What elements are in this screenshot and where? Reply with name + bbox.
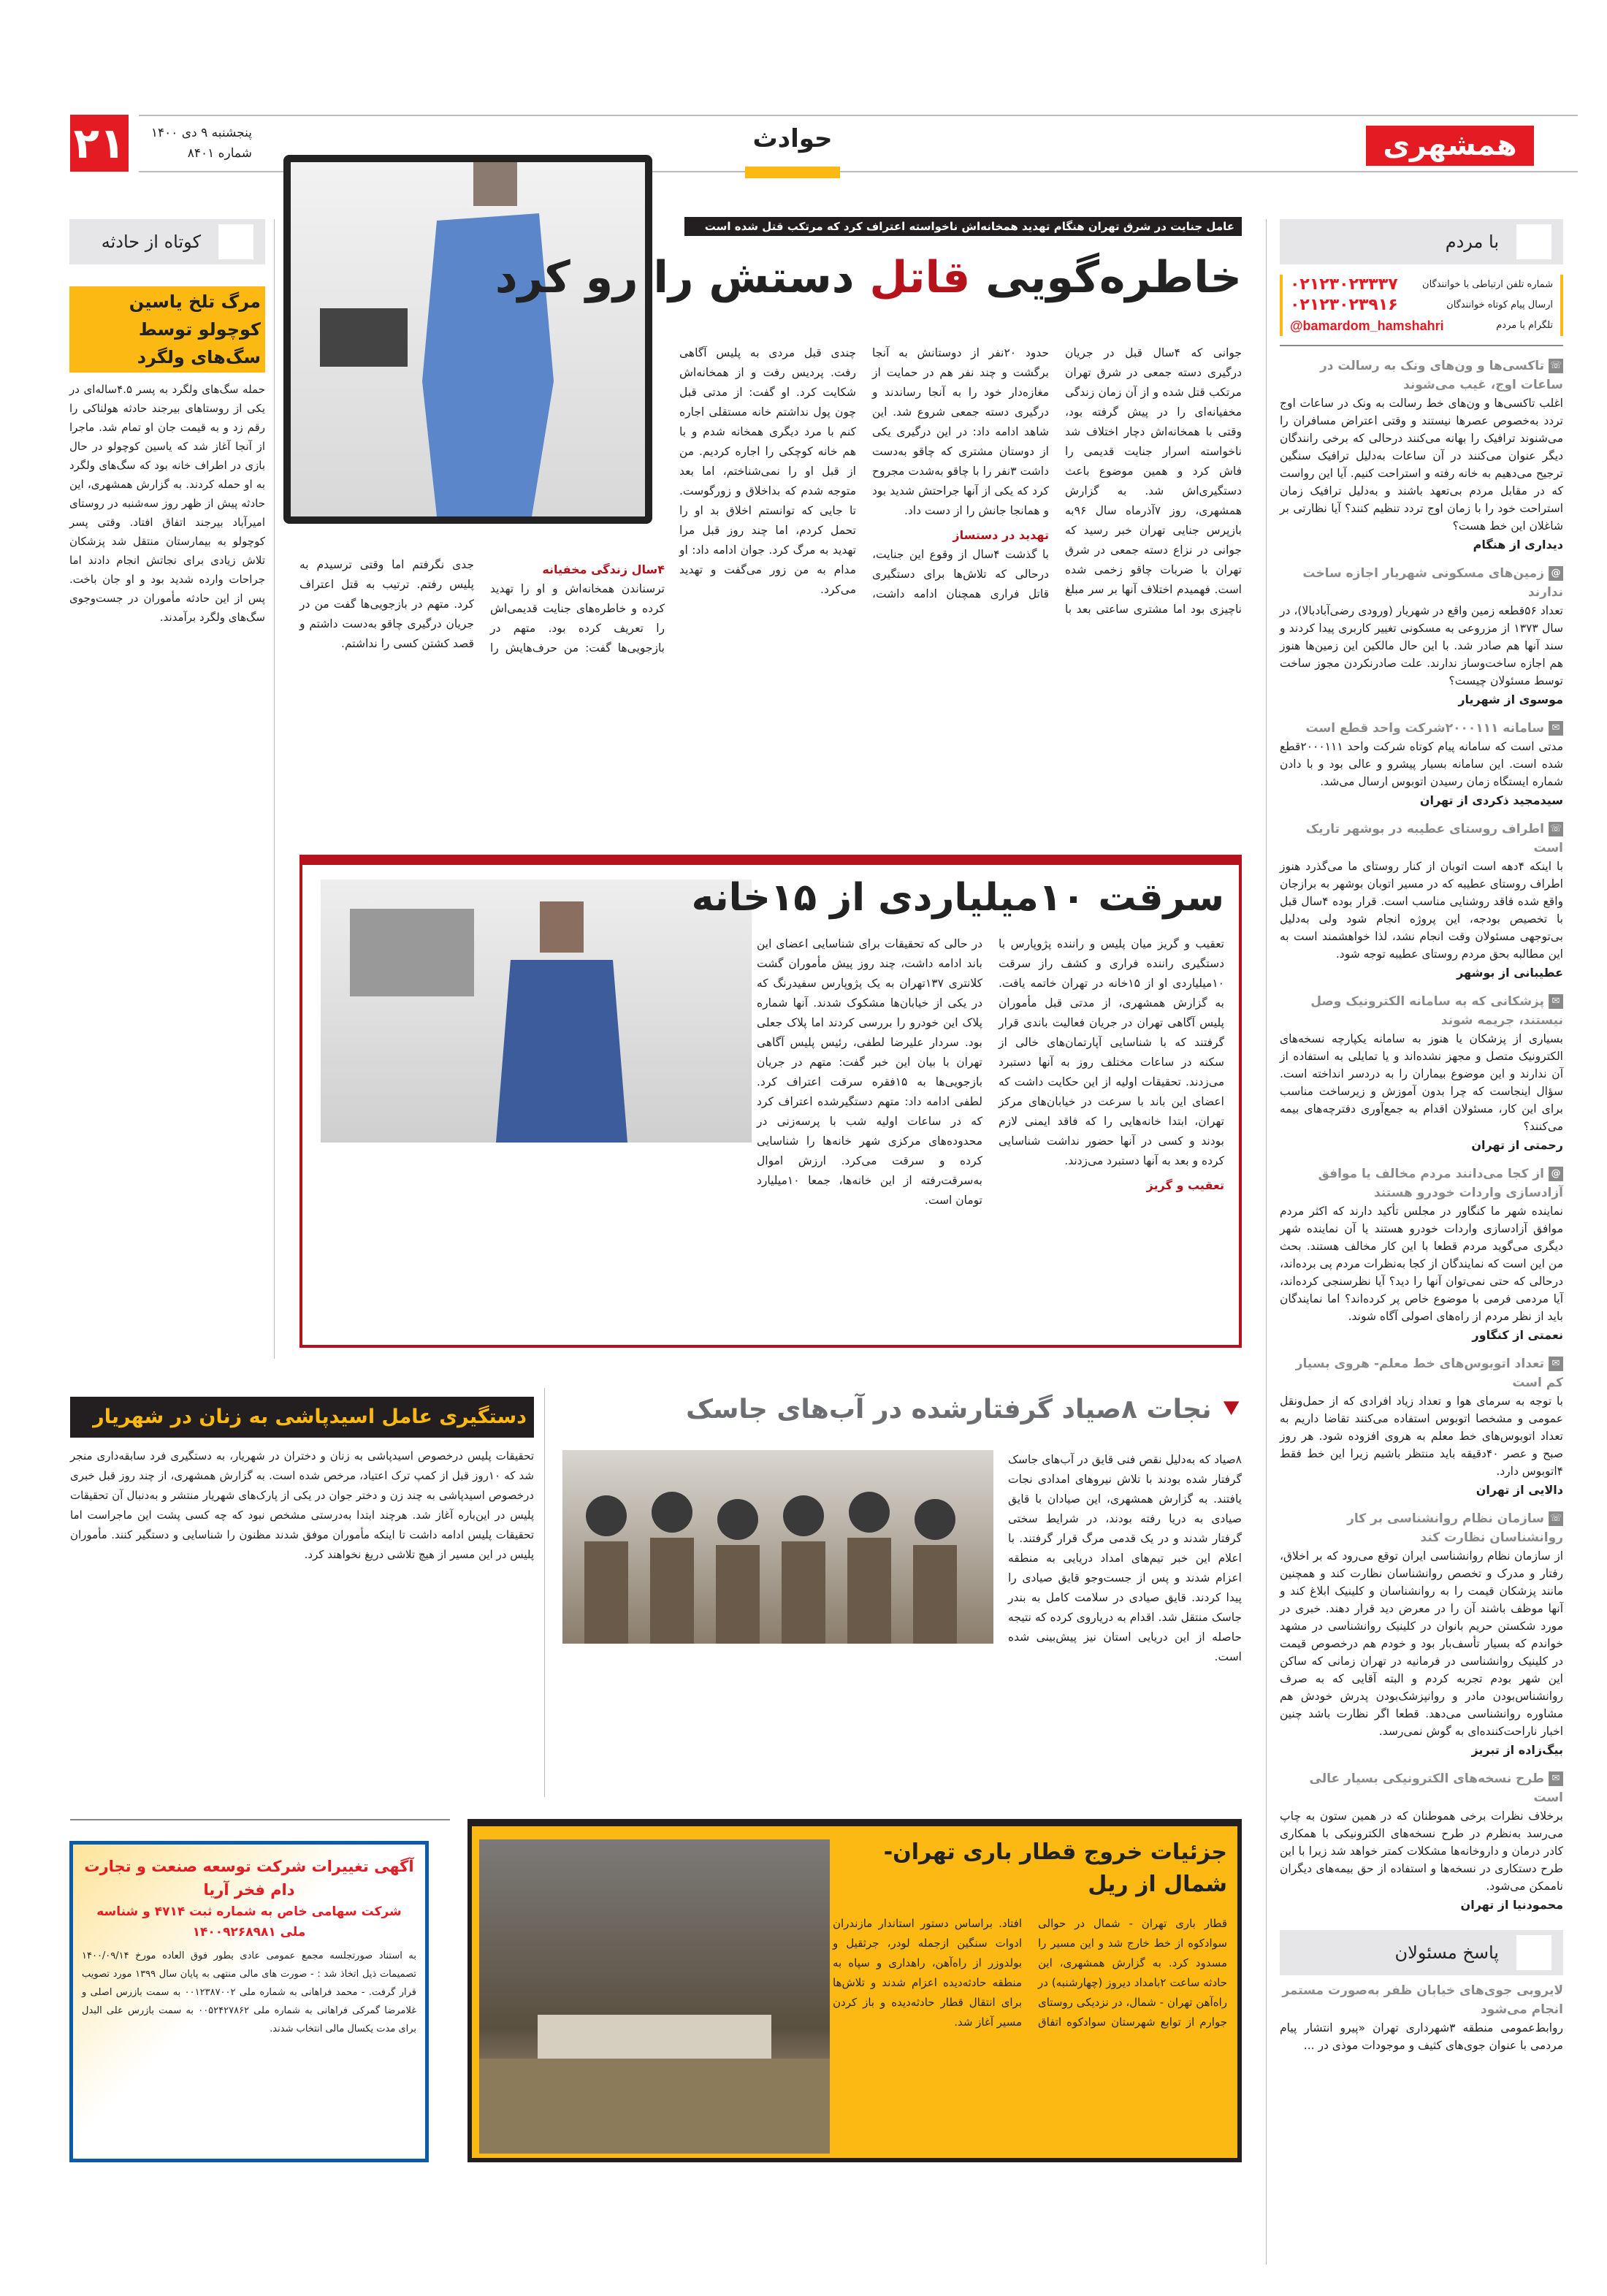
readers-column xyxy=(1280,219,1563,2054)
contact-sms xyxy=(1290,295,1553,316)
divider xyxy=(1280,345,1563,346)
theft-suspect-photo xyxy=(321,880,752,1143)
message-heading xyxy=(1280,992,1563,1030)
message-author: بیگ‌زاده از تبریز xyxy=(1471,1743,1563,1757)
message-title: زمین‌های مسکونی شهریار اجازه ساخت ندارند xyxy=(1302,566,1563,600)
message-heading xyxy=(1280,1354,1563,1392)
rail-body: قطار باری تهران - شمال در حوالی سوادکوه از خط خارج شد و این مسیر را مسدود کرد. به گزارش همشهری، این حادثه ساعت ۲بامداد دیروز (چهارشنبه) در راه‌آهن تهران - شمال، در نزدیکی روستای جوارم از توابع شهرستان سوادکوه اتفاق افتاد. براساس دستور استاندار مازندران ادوات سنگین ازجمله لودر، جرثقیل و بولدوزر از راه‌آهن، راهداری و سپاه به منطقه حادثه‌دیده اعزام شدند و تلاش‌ها برای انتقال قطار حادثه‌دیده و باز کردن مسیر آغاز شد. xyxy=(833,1917,1227,2029)
issue-info xyxy=(135,123,252,164)
ad-subtitle: شرکت سهامی خاص به شماره ثبت ۴۷۱۴ و شناسه ملی ۱۴۰۰۹۲۶۸۹۸۱ xyxy=(96,1904,402,1940)
suspect-figure-icon xyxy=(291,162,645,516)
briefs-header xyxy=(69,219,265,264)
jask-body xyxy=(1008,1450,1242,1667)
message-author: رحمتی از تهران xyxy=(1471,1138,1563,1152)
headline-part: خاطره‌گویی xyxy=(970,252,1242,303)
newspaper-logo[interactable]: همشهری xyxy=(1366,126,1534,166)
brief-body: حمله سگ‌های ولگرد به پسر ۴.۵ساله‌ای در یکی از روستاهای بیرجند حادثه هولناکی را رقم زد و به قیمت جان او تمام شد. ماجرا از آنجا آغاز شد که یاسین کوچولو در حال بازی در اطراف خانه بود که سگ‌های ولگرد به او حمله کردند. به گزارش همشهری، این حادثه پیش از ظهر روز سه‌شنبه در روستای امیرآباد بیرجند اتفاق افتاد. وقتی پسر کوچولو به بیمارستان منتقل شد پزشکان تلاش زیادی برای نجاتش انجام دادند اما جراحات وارده شدید بود و او جان باخت. پس از این حادثه مأموران در جست‌وجوی سگ‌های ولگرد برآمدند. xyxy=(69,383,265,624)
ad-title: آگهی تغییرات شرکت توسعه صنعت و تجارت دام فخر آریا xyxy=(84,1858,414,1899)
top-rule xyxy=(139,115,1578,116)
column-divider xyxy=(1266,219,1267,2265)
message-author: محمودنیا از تهران xyxy=(1460,1898,1563,1912)
at-icon: @ xyxy=(1549,1167,1563,1181)
message-body: از سازمان نظام روانشناسی ایران توقع می‌رود که بر اخلاق، رفتار و مدرک و تخصص روانشناسان نظارت کند و همچنین مانند پزشکان قیمت را به روانشناسان و کلینیک ابلاغ کند و آنها موظف باشند آن را در معرض دید قرار دهند. خبری در مورد شکستن حریم بانوان در کلینیک روانشناسی در مشهد خواندم که بسیار تأسف‌بار بود و خودم هم درخصوص قیمت در کلینیک روانشناسی در فرمانیه در تهران زمانی که ساکن این شهر بودم تجربه کردم و البته آقایی که به صرف روانشناس‌بودن مادر و روانپزشک‌بودن پدرش خودش هم مشاوره روانشناسی می‌دهد. قطعا اگر نظارت باشد چنین اخبار ناراحت‌کننده‌ای به گوش نمی‌رسد. xyxy=(1280,1549,1563,1738)
main-headline[interactable] xyxy=(495,248,1242,307)
theft-subhead: تعقیب و گریز xyxy=(1146,1178,1224,1192)
jask-headline[interactable] xyxy=(555,1388,1242,1432)
envelope-icon: ✉ xyxy=(1549,1357,1563,1371)
column-divider xyxy=(544,1388,545,1797)
main-subhead: ۴سال زندگی مخفیانه xyxy=(542,562,665,576)
message-author: دالایی از تهران xyxy=(1476,1483,1563,1497)
readers-title: با مردم xyxy=(1445,232,1499,252)
reader-message xyxy=(1280,719,1563,809)
message-author: موسوی از شهریار xyxy=(1458,693,1563,706)
divider xyxy=(70,1819,450,1820)
fishermen-group-icon xyxy=(562,1450,993,1644)
reader-message xyxy=(1280,992,1563,1154)
message-title: سازمان نظام روانشناسی بر کار روانشناسان نظارت کند xyxy=(1347,1511,1563,1545)
headline-highlight: قاتل xyxy=(869,252,971,303)
contact-label: شماره تلفن ارتباطی با خوانندگان xyxy=(1422,279,1553,290)
message-heading xyxy=(1280,1769,1563,1807)
envelope-icon: ✉ xyxy=(1549,1771,1563,1786)
reader-message xyxy=(1280,1769,1563,1914)
message-author: سیدمجید ذکردی از تهران xyxy=(1419,793,1563,807)
jask-headline-text: نجات ۸صیاد گرفتارشده در آب‌های جاسک xyxy=(686,1395,1212,1424)
official-response xyxy=(1280,1930,1563,2054)
contact-value[interactable]: @bamardom_hamshahri xyxy=(1290,319,1444,333)
message-heading xyxy=(1280,1509,1563,1547)
main-body xyxy=(679,343,1242,619)
phone-icon: ☏ xyxy=(1549,822,1563,836)
suspect-figure-icon xyxy=(321,880,752,1143)
reader-message xyxy=(1280,1164,1563,1344)
header-square xyxy=(1516,1935,1551,1970)
contact-value[interactable]: ۰۲۱۲۳۰۲۳۳۳۷ xyxy=(1290,275,1398,294)
contact-label: تلگرام با مردم xyxy=(1496,320,1553,331)
theft-headline[interactable]: سرقت ۱۰میلیاردی از ۱۵خانه xyxy=(691,876,1224,920)
main-subhead: تهدید در دستساز xyxy=(953,528,1049,542)
response-title: پاسخ مسئولان xyxy=(1394,1942,1499,1963)
contact-label: ارسال پیام کوتاه خوانندگان xyxy=(1446,300,1553,310)
response-body: روابط‌عمومی منطقه ۳شهرداری تهران «پیرو انتشار پیام مردمی با عنوان جوی‌های کثیف و موجودات موذی در ... xyxy=(1280,2021,1563,2052)
page-number: ۲۱ xyxy=(70,115,129,172)
contact-block xyxy=(1280,275,1563,336)
rail-headline[interactable]: جزئیات خروج قطار باری تهران-شمال از ریل xyxy=(883,1839,1227,1897)
message-title: تاکسی‌ها و ون‌های ونک به رسالت در ساعات اوج، غیب می‌شوند xyxy=(1319,359,1563,392)
message-heading xyxy=(1280,564,1563,602)
derailed-train-photo xyxy=(479,1839,830,2154)
response-heading: لایروبی جوی‌های خیابان ظفر به‌صورت مستمر انجام می‌شود xyxy=(1282,1983,1563,2017)
brief-headline[interactable]: مرگ تلخ یاسین کوچولو توسط سگ‌های ولگرد xyxy=(69,286,265,373)
column-divider xyxy=(274,219,275,1359)
train-derailment-story xyxy=(467,1819,1242,2162)
main-body-lower xyxy=(299,555,665,658)
reader-items xyxy=(1280,356,1563,1914)
main-paragraph: جوانی که ۴سال قبل در جریان درگیری دسته جمعی در شرق تهران مرتکب قتل شده و از آن زمان زندگی مخفیانه‌ای را در پیش گرفته بود، وقتی با همخانه‌اش دچار اختلاف شد ناخواسته اسرار جنایت قدیمی را فاش کرد و همین موضوع باعث دستگیری‌اش شد. به گزارش همشهری، روز ۷آذرماه سال ۹۶به بازپرس جنایی تهران خبر رسید که جوانی در نزاع دسته جمعی در شرق تهران با ضربات چاقو زخمی شده است. فهمیدم اختلاف آنها بر سر مبلغ ناچیزی بود اما مشتری ساعتی بعد با حدود ۲۰نفر از دوستانش به آنجا برگشت و چند نفر هم در حمایت از مغازه‌دار خود را به آنجا رساندند و درگیری دسته جمعی شروع شد. این شاهد ادامه داد: در این درگیری یکی از دوستان مشتری که چاقو به‌دست داشت ۳نفر را با چاقو به‌شدت مجروح کرد که یکی از آنها جراحتش شدید بود و همانجا جانش را از دست داد. xyxy=(872,346,1243,616)
briefs-title: کوتاه از حادثه xyxy=(101,232,201,252)
theft-body xyxy=(757,934,1224,1210)
train-wreck-icon xyxy=(479,1839,830,2154)
main-paragraph: با گذشت ۴سال از وقوع این جنایت، درحالی که تلاش‌ها برای دستگیری قاتل فراری همچنان ادامه داشت، چندی قبل مردی به پلیس آگاهی رفت. پردیس رفت و از همخانه‌اش شکایت کرد. او گفت: از مدتی قبل چون پول نداشتم خانه مستقلی اجاره کنم با مرد دیگری همخانه شدم و با هم خانه کوچکی را اجاره کردیم. من از قبل او را نمی‌شناختم، اما بعد متوجه شدم که بداخلاق و زورگوست. تا جایی که توانستم اخلاق بد او را تحمل کردم، اما چند روز قبل مرا تهدید به مرگ کرد. جوان ادامه داد: او مدام به من زور می‌گفت و تهدید می‌کرد. xyxy=(679,346,1049,600)
issue-number: شماره ۸۴۰۱ xyxy=(187,146,252,161)
message-title: تعداد اتوبوس‌های خط معلم- هروی بسیار کم است xyxy=(1295,1357,1563,1390)
message-body: برخلاف نظرات برخی هموطنان که در همین ستون به چاپ می‌رسد به‌نظرم در طرح نسخه‌های الکترونیکی با همکاری کادر درمان و داروخانه‌ها مشکلات کمتر خواهد شد زیرا با این طرح دستکاری در نسخه‌ها و استفاده از حق بیمه‌های دیگران ناممکن می‌شود. xyxy=(1280,1809,1563,1893)
section-bar xyxy=(745,167,840,178)
header-square xyxy=(218,224,253,259)
message-author: عطیبانی از بوشهر xyxy=(1457,966,1563,980)
phone-icon: ☏ xyxy=(1549,359,1563,373)
theft-story xyxy=(299,855,1242,1348)
message-body: با اینکه ۴دهه است اتوبان از کنار روستای ما می‌گذرد هنوز اطراف روستای عطیبه که در مسیر اتوبان بوشهر به برازجان واقع شده فاقد روشنایی مناسب است. قرار بوده ۴سال قبل با تخصیص بودجه، این پروژه انجام شود ولی به‌دلیل بی‌توجهی مسئولان وقت انجام نشد، لذا خواهشمند است به این مطالبه بحق مردم روستای عطیبه توجه شود. xyxy=(1280,860,1564,961)
briefs-column xyxy=(69,219,265,627)
issue-date: پنجشنبه ۹ دی ۱۴۰۰ xyxy=(150,126,252,140)
rescued-fishermen-photo xyxy=(562,1450,993,1644)
at-icon: @ xyxy=(1549,566,1563,581)
message-body: با توجه به سرمای هوا و تعداد زیاد افرادی که از حمل‌ونقل عمومی و مشخصا اتوبوس استفاده می‌کنند تقاضا داریم به تعداد اتوبوس‌های خط معلم به هروی افزوده شود. هر روز صبح و عصر ۴۰دقیقه باید منتظر باشیم زیرا این خط فقط ۴اتوبوس دارد. xyxy=(1280,1395,1563,1478)
acid-body: تحقیقات پلیس درخصوص اسیدپاشی به زنان و دختران در شهریار، به دستگیری فرد سابقه‌داری منجر شد که ۱۰روز قبل از کمپ ترک اعتیاد، مرخص شده است. به گزارش همشهری، از چند روز قبل خبری درخصوص اسیدپاشی به چند زن و دختر جوان در یکی از پارک‌های شهریار منتشر و به‌دنبال آن تحقیقات پلیس در این‌باره آغاز شد. هرچند ابتدا به‌درستی مشخص نبود که چه کسی پشت این ماجراست اما تحقیقات پلیس ادامه داشت تا اینکه مأموران موفق شدند مظنون را شناسایی و دستگیر کنند. مأموران پلیس در این مسیر از هیچ تلاشی دریغ نخواهند کرد. xyxy=(70,1449,534,1561)
main-kicker: عامل جنایت در شرق تهران هنگام تهدید همخانه‌اش ناخواسته اعتراف کرد که مرتکب قتل شده است xyxy=(684,217,1242,236)
contact-phone xyxy=(1290,275,1553,295)
main-paragraph: ترسناندن همخانه‌اش و او را تهدید کرده و خاطره‌های جنایت قدیمی‌اش را تعریف کرده بود. متهم در بازجویی‌ها گفت: من حرف‌هایش را جدی نگرفتم اما وقتی ترسیدم به پلیس رفتم. ترتیب به قتل اعتراف کرد. متهم در بازجویی‌ها گفت من در جریان درگیری چاقو به‌دست داشتم و قصد کشتن کسی را نداشتم. xyxy=(299,558,665,655)
envelope-icon: ✉ xyxy=(1549,721,1563,736)
message-body: اغلب تاکسی‌ها و ون‌های خط رسالت به ونک در ساعات اوج تردد به‌خصوص عصرها نیستند و وقتی اعتراض مسافران را می‌شنوند ترافیک را بهانه می‌کنند درحالی که برخی رانندگان دیگر عنوان می‌کنند در آن ساعات به‌دلیل ترافیک سنگین ترجیح می‌دهیم به خانه رفته و استراحت کنیم. آیا این رواست که در مقابل مردم بی‌تعهد باشند و به‌دلیل ترافیک زمان استراحت خود را با زمان اوج تردد تنظیم کنند؟ آیا نظارتی بر شاغلان این خط هست؟ xyxy=(1280,397,1563,533)
jask-paragraph: ۸صیاد که به‌دلیل نقص فنی قایق در آب‌های جاسک گرفتار شده بودند با تلاش نیروهای امدادی نجات یافتند. به گزارش همشهری، این صیادان با قایق صیادی به دریا رفته بودند، در شرایط سختی گرفتار شدند و در یک قدمی مرگ قرار گرفتند. با اعلام این خبر تیم‌های امداد دریایی به منطقه اعزام شدند و پس از جست‌وجو قایق صیادی را پیدا کردند. قایق صیادی در سلامت کامل به بندر جاسک منتقل شد. اقدام به دریاروی کرده که نتیجه حاصله از این دریایی استان نیز پیش‌بینی شده است. xyxy=(1008,1453,1242,1663)
reader-message xyxy=(1280,564,1563,709)
message-title: از کجا می‌دانند مردم مخالف یا موافق آزادسازی واردات خودرو هستند xyxy=(1318,1167,1563,1200)
envelope-icon: ✉ xyxy=(1549,994,1563,1009)
message-author: دیداری از هنگام xyxy=(1473,538,1563,552)
message-body: تعداد ۵۶قطعه زمین واقع در شهریار (ورودی رضی‌آبادبالا)، در سال ۱۳۷۳ از مزروعی به مسکونی تغییر کاربری پیدا کردند و سند آنها هم صادر شد. با این حال مالکین این زمین‌ها هنوز هم اجازه ساخت‌وساز ندارند. علت صادرنکردن مجوز ساخت توسط مسئولان چیست؟ xyxy=(1280,604,1563,687)
message-heading xyxy=(1280,356,1563,394)
company-notice-ad xyxy=(69,1841,429,2162)
message-heading xyxy=(1280,820,1563,858)
contact-telegram xyxy=(1290,316,1553,336)
suspect-photo xyxy=(283,155,652,524)
header-square xyxy=(1516,224,1551,259)
message-body: نماینده شهر ما کنگاور در مجلس تأکید دارند که اکثر مردم موافق آزادسازی واردات خودرو هستند یا آن نماینده شهر دیگری می‌گوید مردم قطعا با این کار مخالف هستند. بحث من این است که نمایندگان از کجا به‌نظرات مردم پی برده‌اند، درحالی که حتی نمی‌توان آنها را دید؟ آیا نظرسنجی کرده‌اند، آیا مردمی فرمی با موضوع خاص پر کرده‌اند؟ اما نمایندگان باید از نظر مردم از راه‌های اصولی آگاه شوند. xyxy=(1280,1205,1563,1323)
message-body: بسیاری از پزشکان یا هنوز به سامانه یکپارچه نسخه‌های الکترونیک متصل و مجهز نشده‌اند و یا تمایلی به استفاده از آن ندارند و این موضوع بیماران را به دردسر انداخته است. سؤال اینجاست که چرا بدون آموزش و زیرساخت مناسب برای این کار، مسئولان اقدام به جمع‌آوری دفترچه‌های بیمه می‌کنند؟ xyxy=(1280,1032,1563,1133)
message-title: اطراف روستای عطیبه در بوشهر تاریک است xyxy=(1305,822,1563,855)
theft-paragraph: تعقیب و گریز میان پلیس و راننده پژوپارس با دستگیری راننده فراری و کشف راز سرقت ۱۰میلیاردی او از ۱۵خانه در تهران خاتمه یافت. به گزارش همشهری، از مدتی قبل مأموران پلیس آگاهی تهران در جریان فعالیت باندی قرار گرفتند که با شناسایی آپارتمان‌های خالی از سکنه در ساعات مختلف روز به آنها دستبرد می‌زدند. تحقیقات اولیه از این حکایت داشت که اعضای این باند با سرعت در خیابان‌های مرکز تهران، ابتدا خانه‌هایی را که فاقد ایمنی لازم بودند و کسی در آنها حضور نداشت شناسایی کرده و بعد به آنها دستبرد می‌زدند. xyxy=(999,937,1224,1167)
readers-header xyxy=(1280,219,1563,264)
chevron-down-icon: ⯆ xyxy=(1221,1395,1242,1424)
contact-value[interactable]: ۰۲۱۲۳۰۲۳۹۱۶ xyxy=(1290,296,1398,314)
response-header xyxy=(1280,1930,1563,1975)
reader-message xyxy=(1280,1354,1563,1499)
message-title: پزشکانی که به سامانه الکترونیک وصل نیستند، جریمه شوند xyxy=(1310,994,1563,1028)
message-body: مدتی است که سامانه پیام کوتاه شرکت واحد ۲۰۰۰۱۱۱قطع شده است. این سامانه بسیار پیشرو و عالی بود و با دادن شماره ایستگاه زمان رسیدن اتوبوس ارسال می‌شد. xyxy=(1280,740,1563,788)
message-heading xyxy=(1280,1164,1563,1202)
message-heading xyxy=(1280,719,1563,738)
acid-headline[interactable]: دستگیری عامل اسیدپاشی به زنان در شهریار xyxy=(70,1397,534,1438)
section-title: حوادث xyxy=(752,124,833,153)
theft-paragraph: در حالی که تحقیقات برای شناسایی اعضای این باند ادامه داشت، چند روز پیش مأموران گشت کلانتری ۱۳۷تهران به یک پژوپارس سفیدرنگ که در یکی از خیابان‌ها مشکوک شدند. آنها شماره پلاک این خودرو را بررسی کردند اما پلاک جعلی بود. سردار علیرضا لطفی، رئیس پلیس آگاهی تهران با بیان این خبر گفت: متهم در جریان بازجویی‌ها به ۱۵فقره سرقت اعتراف کرد. لطفی ادامه داد: متهم دستگیرشده اعتراف کرد که در ساعات اولیه شب با پرسه‌زنی در محدوده‌های مرکزی شهر خانه‌ها را شناسایی کرده و سرقت می‌کرد. ارزش اموال به‌سرقت‌رفته از این خانه‌ها، جمعا ۱۰میلیارد تومان است. xyxy=(757,937,983,1207)
message-title: طرح نسخه‌های الکترونیکی بسیار عالی است xyxy=(1309,1771,1563,1805)
reader-message xyxy=(1280,1509,1563,1759)
message-author: نعمتی از کنگاور xyxy=(1472,1328,1563,1342)
ad-body: به استناد صورتجلسه مجمع عمومی عادی بطور فوق العاده مورخ ۱۴۰۰/۰۹/۱۴ تصمیمات ذیل اتخاذ شد : - صورت های مالی منتهی به پایان سال ۱۳۹۹ مورد تصویب قرار گرفت. - محمد فراهانی به شماره ملی ۰۰۱۲۳۸۷۰۰۲ به سمت بازرس اصلی و غلامرضا گمرکی فراهانی به شماره ملی ۰۰۵۲۴۲۷۸۶۲ به سمت بازرس علی البدل برای مدت یکسال مالی انتخاب شدند. xyxy=(82,1950,416,2034)
phone-icon: ☏ xyxy=(1549,1511,1563,1526)
reader-message xyxy=(1280,356,1563,554)
headline-part: دستش را رو کرد xyxy=(495,252,870,303)
message-title: سامانه ۲۰۰۰۱۱۱شرکت واحد قطع است xyxy=(1305,721,1544,736)
reader-message xyxy=(1280,820,1563,982)
